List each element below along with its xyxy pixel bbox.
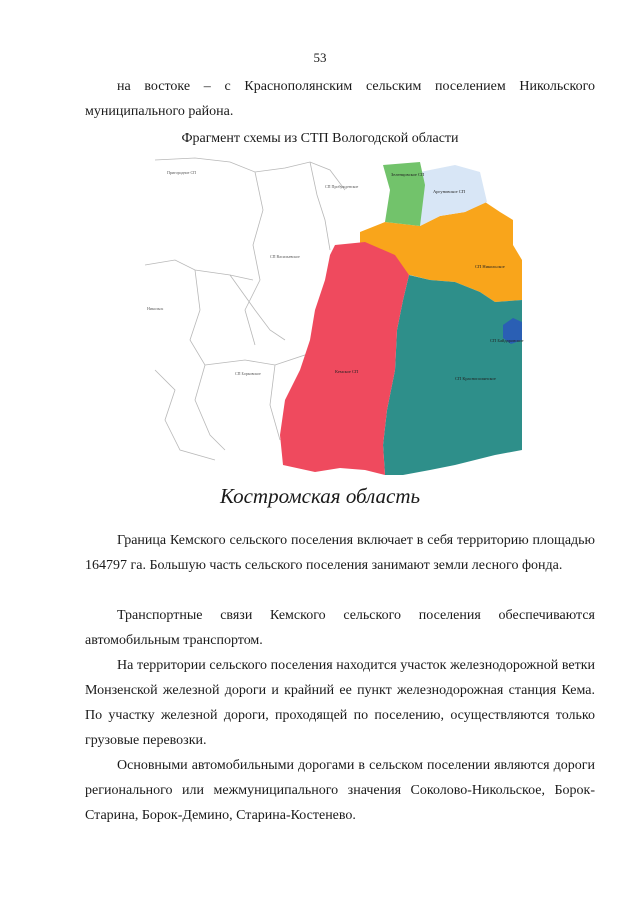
figure-caption: Фрагмент схемы из СТП Вологодской области [181, 131, 459, 146]
settlement-map [135, 150, 525, 480]
map-label-orange: СП Никольское [475, 264, 505, 269]
page-number: 53 [313, 50, 327, 65]
paragraph-railway: На территории сельского поселения находится участок железнодорожной ветки Монзенской железной дороги и крайний ее пункт железнодорожная станция Кема. По участку железной дороги, проходящей по поселению, осуществляются только грузовые перевозки. [85, 658, 595, 748]
paragraph-roads: Основными автомобильными дорогами в сельском поселении являются дороги регионального или межмуниципального значения Соколово-Никольское, Борок-Старина, Борок-Демино, Старина-Костенево. [85, 758, 595, 823]
intro-paragraph: на востоке – с Краснополянским сельским поселением Никольского муниципального района. [85, 79, 595, 119]
map-label-west5: СП Борковское [235, 371, 261, 376]
map-label-krasnopolyanskoe: СП Краснополянское [455, 376, 496, 381]
map-label-west1: Пригородное СП [167, 170, 197, 175]
map-label-west2: СП Пробужденское [325, 184, 359, 189]
krasnopolyanskoe-region [383, 275, 522, 475]
map-label-blue: СП Байдаровское [490, 338, 524, 343]
map-label-west3: СП Васильевское [270, 254, 300, 259]
map-label-green: Зеленцовское СП [391, 172, 425, 177]
map-label-kemskoe: Кемское СП [335, 369, 359, 374]
paragraph-transport: Транспортные связи Кемского сельского поселения обеспечиваются автомобильным транспортом. [85, 608, 595, 648]
kostroma-region-caption: Костромская область [219, 484, 421, 508]
map-label-west4: Никольск [147, 306, 164, 311]
paragraph-area: Граница Кемского сельского поселения включает в себя территорию площадью 164797 га. Большую часть сельского поселения занимают земли лесного фонда. [85, 533, 595, 573]
map-label-lightblue: Аргуновское СП [433, 189, 465, 194]
